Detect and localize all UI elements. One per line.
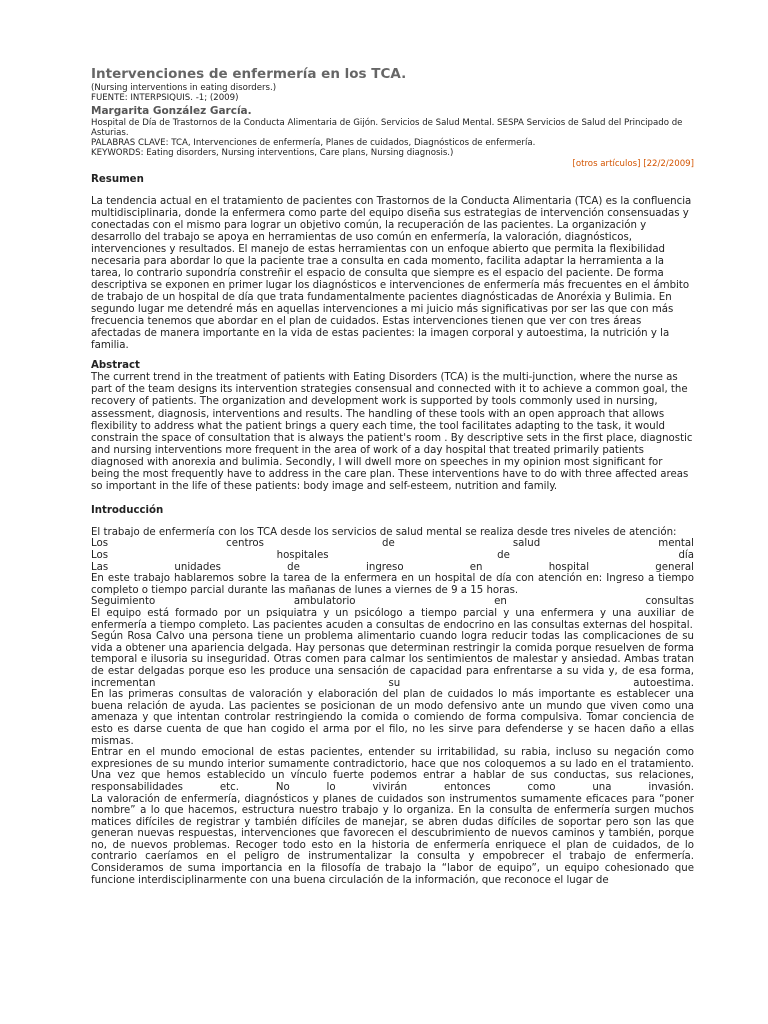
care-level-item: Las unidades de ingreso en hospital general [91, 561, 694, 573]
other-articles-link[interactable]: [otros artículos] [572, 158, 641, 169]
care-level-item: Los centros de salud mental [91, 538, 694, 550]
care-level-item: Los hospitales de día [91, 550, 694, 562]
keywords-es: PALABRAS CLAVE: TCA, Intervenciones de enfermería, Planes de cuidados, Diagnósticos de enfermería. [91, 138, 536, 149]
intro-paragraph: La valoración de enfermería, diagnósticos y planes de cuidados son instrumentos sumamente eficaces para “poner nombre” a lo que hacemos, estructura nuestro trabajo y lo organiza. En la consulta de enfermería surgen muchos matices difíciles de registrar y también difíciles de manejar, se abren dudas difíciles de soportar pero son las que generan nuevas respuestas, intervenciones que favorecen el descubrimiento de nuevos caminos y también, porque no, de nuevos problemas. Recoger todo esto en la historia de enfermería enriquece el plan de cuidados, de lo contrario caeríamos en el peligro de instrumentalizar la consulta y empobrecer el trabajo de enfermería. [91, 793, 694, 863]
intro-paragraph: Según Rosa Calvo una persona tiene un problema alimentario cuando logra reducir todas las complicaciones de su vida a obtener una apariencia delgada. Hay personas que determinan restringir la comida porque resuelven de forma temporal e ilusoria su inseguridad. Otras comen para calmar los sentimientos de malestar y ansiedad. Ambas tratan de estar delgadas porque eso les produce una sensación de capacidad para enfrentarse a su vida y, de esa forma, incrementan su autoestima. [91, 631, 694, 689]
resumen-heading: Resumen [91, 173, 144, 185]
intro-paragraph: El trabajo de enfermería con los TCA desde los servicios de salud mental se realiza desde tres niveles de atención: [91, 526, 677, 538]
intro-paragraph: Consideramos de suma importancia en la filosofía de trabajo la “labor de equipo”, un equipo cohesionado que funcione interdisciplinarmente con una buena circulación de la información, que reconoce el lugar de [91, 863, 694, 886]
introduccion-body [91, 527, 694, 886]
article-date: [22/2/2009] [643, 158, 694, 169]
intro-paragraph: En este trabajo hablaremos sobre la tarea de la enfermera en un hospital de día con atención en: Ingreso a tiempo completo o tiempo parcial durante las mañanas de lunes a viernes de 9 a 15 horas. [91, 573, 694, 596]
intro-paragraph: En las primeras consultas de valoración y elaboración del plan de cuidados lo más importante es establecer una buena relación de ayuda. Las pacientes se posicionan de un modo defensivo ante un mundo que viven como una amenaza y que intentan controlar restringiendo la comida o comiendo de forma compulsiva. Tomar conciencia de esto es darse cuenta de que han cogido el arma por el filo, no les sirve para defenderse y se hacen daño a ellas mismas. [91, 689, 694, 747]
intro-paragraph: Entrar en el mundo emocional de estas pacientes, entender su irritabilidad, su rabia, incluso su negación como expresiones de su mundo interior sumamente contradictorio, hace que nos coloquemos a su lado en el tratamiento. Una vez que hemos establecido un vínculo fuerte podemos entrar a hablar de sus conductas, sus relaciones, responsabilidades etc. No lo vivirán entonces como una invasión. [91, 747, 694, 793]
article [91, 66, 694, 886]
author-name: Margarita González García. [91, 104, 252, 117]
article-title: Intervenciones de enfermería en los TCA. [91, 66, 407, 82]
article-links [91, 159, 694, 170]
article-source: FUENTE: INTERPSIQUIS. -1; (2009) [91, 93, 239, 104]
abstract-text: The current trend in the treatment of patients with Eating Disorders (TCA) is the multi-junction, where the nurse as part of the team designs its intervention strategies consensual and connected with it to achieve a common goal, the recovery of patients. The organization and development work is supported by tools commonly used in nursing, assessment, diagnosis, interventions and results. The handling of these tools with an open approach that allows flexibility to address what the patient brings a query each time, the tool facilitates adapting to the task, it would constrain the space of consultation that is always the patient's room . By descriptive sets in the first place, diagnostic and nursing interventions more frequent in the area of work of a day hospital that treated primarily patients diagnosed with anorexia and bulimia. Secondly, I will dwell more on speeches in my opinion most significant for being the most frequently have to address in the care plan. These interventions have to do with three affected areas so important in the life of these patients: body image and self-esteem, nutrition and family. [91, 372, 693, 492]
author-affiliation: Hospital de Día de Trastornos de la Conducta Alimentaria de Gijón. Servicios de Salud Mental. SESPA Servicios de Salud del Principado de Asturias. [91, 117, 683, 138]
abstract-heading: Abstract [91, 360, 140, 372]
keywords-en: KEYWORDS: Eating disorders, Nursing interventions, Care plans, Nursing diagnosis.) [91, 148, 454, 159]
resumen-text: La tendencia actual en el tratamiento de pacientes con Trastornos de la Conducta Alimentaria (TCA) es la confluencia multidisciplinaria, donde la enfermera como parte del equipo diseña sus estrategias de intervención consensuadas y conectadas con el mismo para lograr un objetivo común, la recuperación de las pacientes. La organización y desarrollo del trabajo se apoya en herramientas de uso común en enfermería, la valoración, diagnósticos, intervenciones y resultados. El manejo de estas herramientas con un enfoque abierto que permita la flexibilidad necesaria para abordar lo que la paciente trae a consulta en cada momento, facilita adaptar la herramienta a la tarea, lo contrario supondría constreñir el espacio de consulta que siempre es el espacio del paciente. De forma descriptiva se exponen en primer lugar los diagnósticos e intervenciones de enfermería más frecuentes en el ámbito de trabajo de un hospital de día que trata fundamentalmente pacientes diagnósticadas de Anoréxia y Bulimia. En segundo lugar me detendré más en aquellas intervenciones a mi juicio más significativas por ser las que con más frecuencia tenemos que abordar en el plan de cuidados. Estas intervenciones tienen que ver con tres áreas afectadas de manera importante en la vida de estas pacientes: la imagen corporal y autoestima, la nutrición y la familia. [91, 195, 692, 352]
intro-paragraph: El equipo está formado por un psiquiatra y un psicólogo a tiempo parcial y una enfermera y una auxiliar de enfermería a tiempo completo. Las pacientes acuden a consultas de endocrino en las consultas externas del hospital. [91, 608, 694, 631]
introduccion-heading: Introducción [91, 504, 164, 516]
intro-paragraph-tail: Seguimiento ambulatorio en consultas [91, 596, 694, 608]
article-subtitle: (Nursing interventions in eating disorders.) [91, 83, 277, 93]
